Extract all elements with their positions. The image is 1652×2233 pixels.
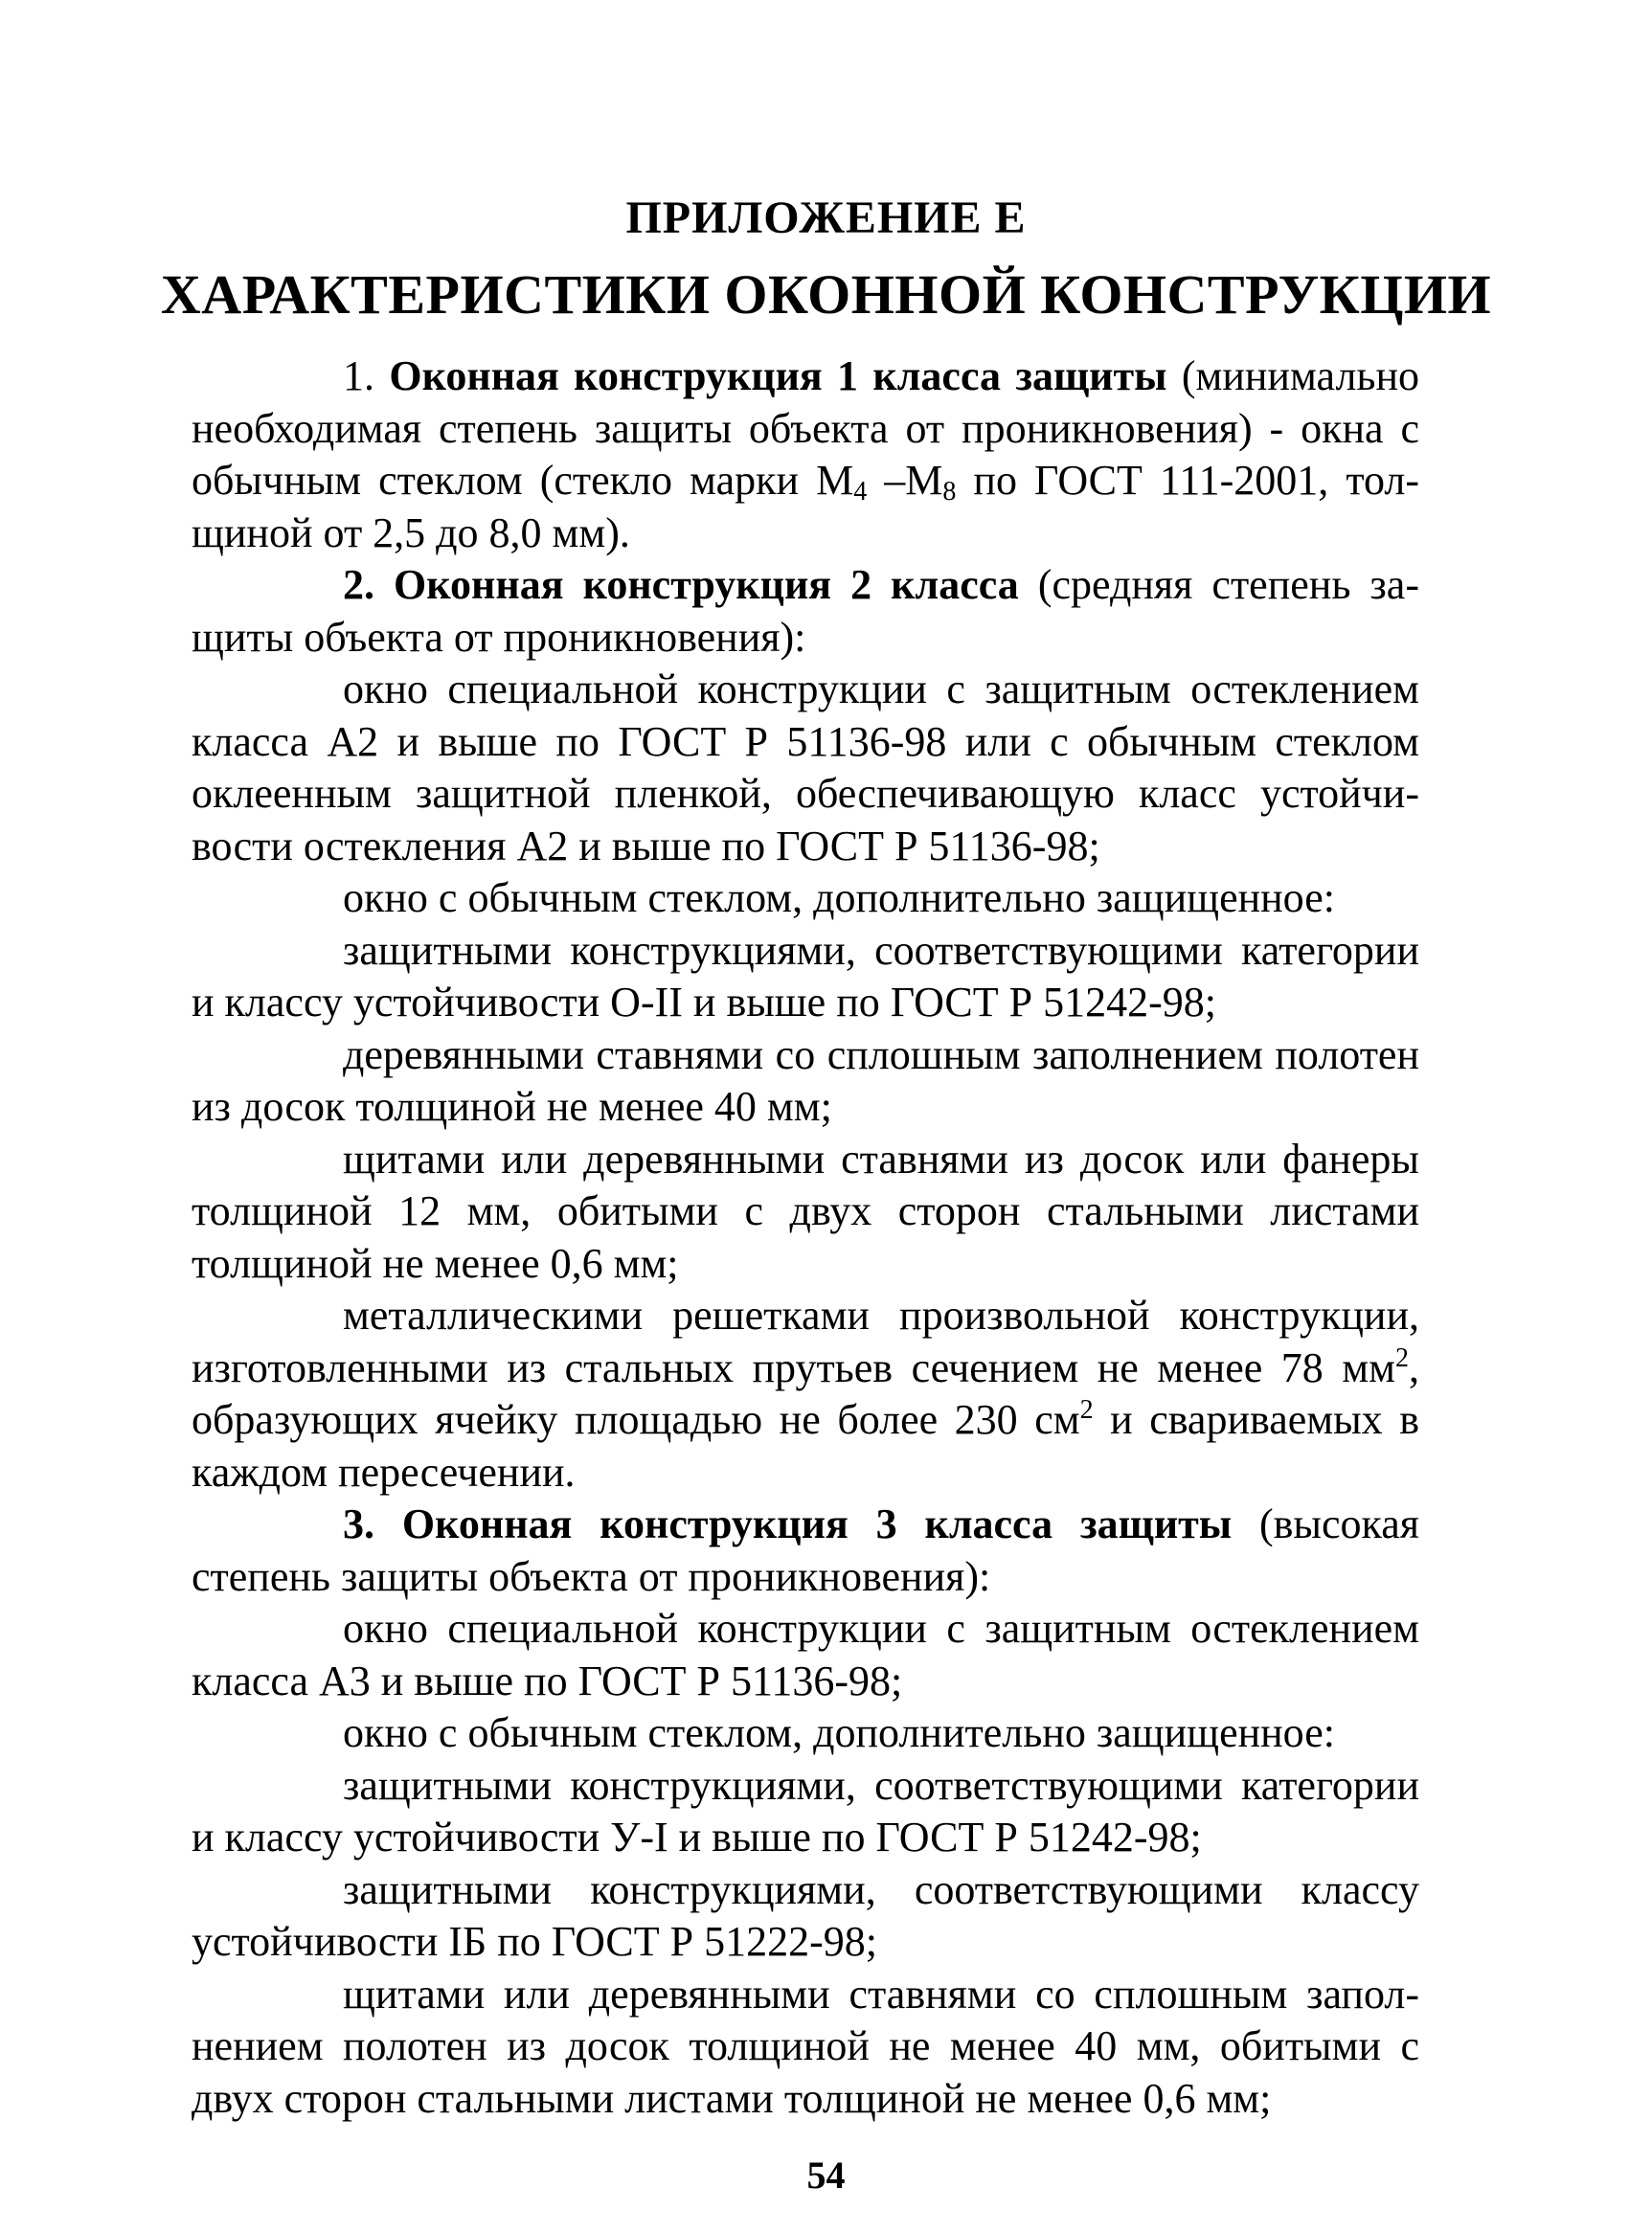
section-1-heading: Оконная конструкция 1 класса защиты [389, 352, 1167, 399]
section-3-intro: (высокая степень защиты объекта от проникновения): [192, 1500, 1419, 1600]
section-2-heading: Оконная конструкция 2 класса [394, 561, 1019, 608]
page-title: ХАРАКТЕРИСТИКИ ОКОННОЙ КОНСТРУКЦИИ [160, 263, 1492, 326]
section-2-paragraph [192, 559, 1419, 664]
section-1-text-end: по ГОСТ 111-2001, толщиной от 2,5 до 8,0 мм). [192, 457, 1420, 556]
document-body [192, 350, 1419, 2125]
section-2-number: 2. [343, 561, 374, 608]
section-2-item-5: щитами или деревянными ставнями из досок или фанеры толщиной 12 мм, обитыми с двух сторон стальными листами толщиной не менее 0,6 мм; [192, 1135, 1419, 1287]
appendix-label: ПРИЛОЖЕНИЕ Е [625, 192, 1027, 243]
section-2-intro: (средняя степень защиты объекта от проникновения): [192, 561, 1419, 661]
section-2-item-6-text-end: и свариваемых в каждом пересечении. [192, 1396, 1419, 1496]
glass-grade-subscript-min: 4 [853, 477, 868, 507]
section-3-number: 3. [343, 1500, 374, 1547]
section-1-text: (минимально необходимая степень защиты объекта от проникновения) - окна с обычным стеклом (стекло марки М [192, 352, 1420, 504]
section-3-item-5: щитами или деревянными ставнями со сплошным заполнением полотен из досок толщиной не менее 40 мм, обитыми с двух сторон стальными листами толщиной не менее 0,6 мм; [192, 1970, 1419, 2122]
section-3-item-1: окно специальной конструкции с защитным остеклением класса А3 и выше по ГОСТ Р 51136-98; [192, 1605, 1419, 1704]
section-2-item-2: окно с обычным стеклом, дополнительно защищенное: [343, 874, 1335, 921]
section-2-item-1: окно специальной конструкции с защитным остеклением класса А2 и выше по ГОСТ Р 51136-98 или с обычным стеклом оклеенным защитной пленкой, обеспечивающую класс устойчивости остекления А2 и выше по ГОСТ Р 51136-98; [192, 665, 1419, 869]
page-number: 54 [806, 2154, 846, 2197]
section-3-item-4: защитными конструкциями, соответствующими классу устойчивости IБ по ГОСТ Р 51222-98; [192, 1865, 1419, 1965]
section-2-item-6 [192, 1290, 1419, 1499]
section-1-text-dash: –М [867, 457, 943, 504]
section-2-item-4: деревянными ставнями со сплошным заполнением полотен из досок толщиной не менее 40 мм; [192, 1030, 1419, 1130]
section-3-item-3: защитными конструкциями, соответствующими категории и классу устойчивости У-I и выше по ГОСТ Р 51242-98; [192, 1761, 1419, 1861]
section-2-item-3: защитными конструкциями, соответствующими категории и классу устойчивости О-II и выше по ГОСТ Р 51242-98; [192, 926, 1419, 1026]
section-2-item-6-text-mid: , образующих ячейку площадью не более 230 см [192, 1343, 1419, 1443]
area-exponent-mm: 2 [1395, 1342, 1409, 1373]
glass-grade-subscript-max: 8 [942, 477, 957, 507]
section-3-item-2: окно с обычным стеклом, дополнительно защищенное: [343, 1709, 1335, 1756]
section-3-paragraph [192, 1499, 1419, 1603]
section-1-number: 1. [343, 352, 374, 399]
section-1-paragraph [192, 350, 1419, 559]
section-3-heading: Оконная конструкция 3 класса защиты [401, 1500, 1233, 1547]
section-2-item-6-text: металлическими решетками произвольной конструкции, изготовленными из стальных прутьев сечением не менее 78 мм [192, 1292, 1419, 1391]
area-exponent-cm: 2 [1079, 1395, 1094, 1425]
